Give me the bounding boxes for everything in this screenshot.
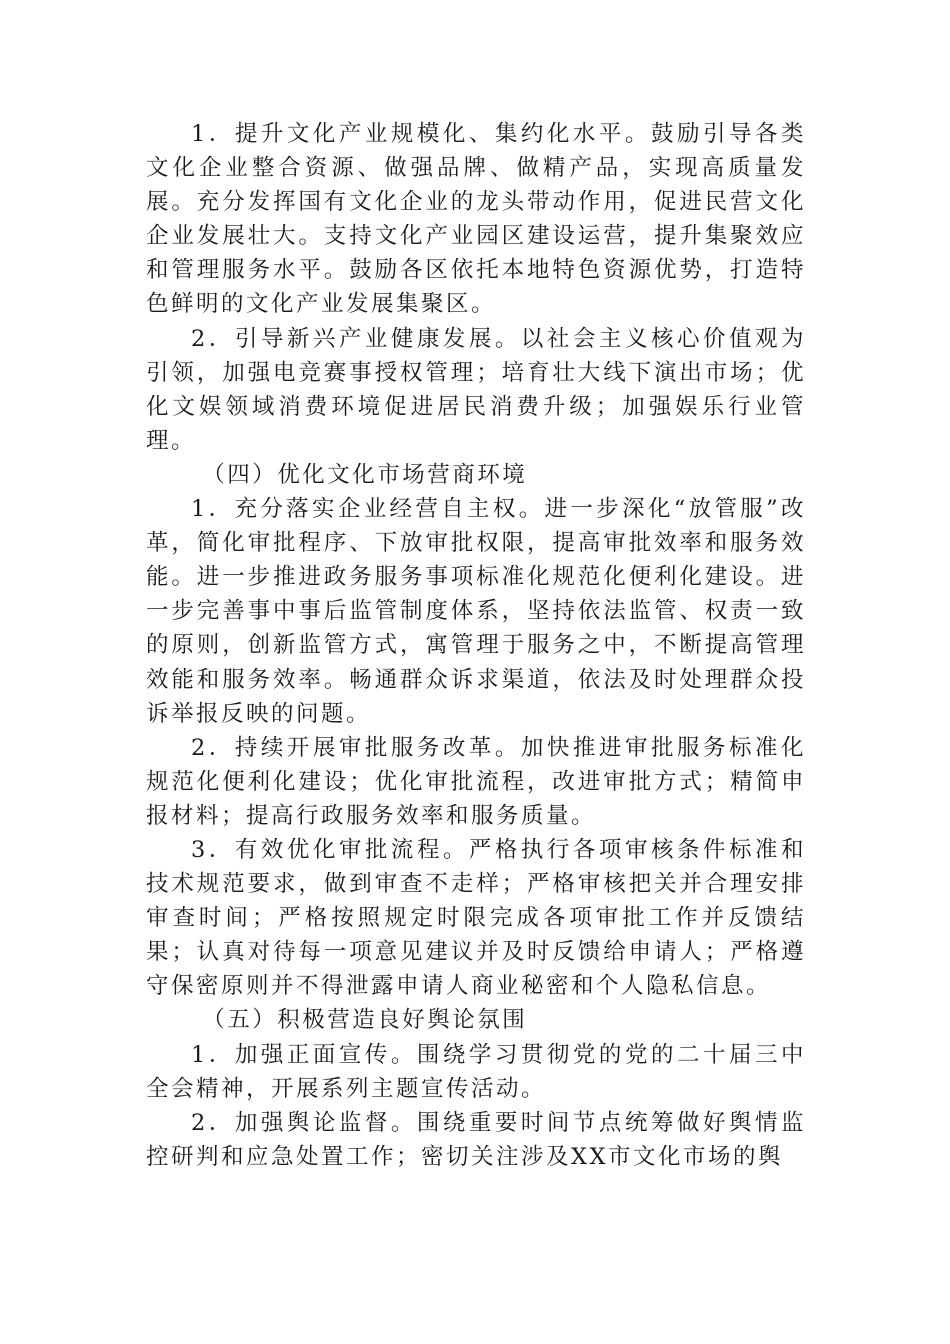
paragraph-5: 3．有效优化审批流程。严格执行各项审核条件标准和技术规范要求，做到审查不走样；严格审核把关并合理安排审查时间；严格按照规定时限完成各项审批工作并反馈结果；认真对待每一项意见建议并及时反馈给申请人；严格遵守保密原则并不得泄露申请人商业秘密和个人隐私信息。 — [146, 836, 806, 1000]
paragraph-3: 1．充分落实企业经营自主权。进一步深化“放管服”改革，简化审批程序、下放审批权限，提高审批效率和服务效能。进一步推进政务服务事项标准化规范化便利化建设。进一步完善事中事后监管制度体系，坚持依法监管、权责一致的原则，创新监管方式，寓管理于服务之中，不断提高管理效能和服务效率。畅通群众诉求渠道，依法及时处理群众投诉举报反映的问题。 — [146, 496, 806, 727]
section-heading-4: （四）优化文化市场营商环境 — [202, 461, 528, 488]
paragraph-1: 1．提升文化产业规模化、集约化水平。鼓励引导各类文化企业整合资源、做强品牌、做精产品，实现高质量发展。充分发挥国有文化企业的龙头带动作用，促进民营文化企业发展壮大。支持文化产业园区建设运营，提升集聚效应和管理服务水平。鼓励各区依托本地特色资源优势，打造特色鲜明的文化产业发展集聚区。 — [146, 121, 806, 318]
paragraph-7: 2．加强舆论监督。围绕重要时间节点统筹做好舆情监控研判和应急处置工作；密切关注涉及XX市文化市场的舆 — [146, 1109, 806, 1170]
document-body — [146, 117, 806, 1174]
paragraph-4: 2．持续开展审批服务改革。加快推进审批服务标准化规范化便利化建设；优化审批流程，改进审批方式；精简申报材料；提高行政服务效率和服务质量。 — [146, 734, 806, 829]
paragraph-2: 2．引导新兴产业健康发展。以社会主义核心价值观为引领，加强电竞赛事授权管理；培育壮大线下演出市场；优化文娱领域消费环境促进居民消费升级；加强娱乐行业管理。 — [146, 325, 806, 454]
paragraph-6: 1．加强正面宣传。围绕学习贯彻党的党的二十届三中全会精神，开展系列主题宣传活动。 — [146, 1041, 806, 1102]
section-heading-5: （五）积极营造良好舆论氛围 — [202, 1007, 528, 1034]
